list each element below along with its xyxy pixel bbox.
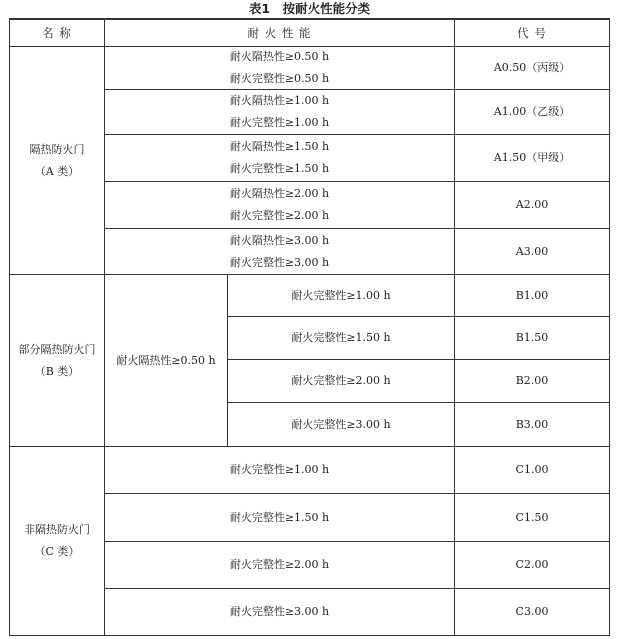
header-name: 名 称 (42, 26, 72, 40)
table-row-perf (105, 229, 454, 274)
table-row-code: A1.50（甲级） (493, 151, 571, 164)
perf-insulation: 耐火隔热性≥0.50 h (229, 50, 330, 63)
group-c-name (10, 447, 104, 635)
group-name-line: 非隔热防火门 (24, 523, 90, 536)
table-row-perf: 耐火完整性≥3.00 h (291, 417, 391, 431)
table-title: 表1 按耐火性能分类 (248, 1, 371, 16)
perf-insulation: 耐火隔热性≥2.00 h (229, 187, 330, 200)
perf-integrity: 耐火完整性≥3.00 h (229, 255, 330, 269)
table-row-code: C1.50 (515, 510, 549, 524)
group-a-name (10, 47, 104, 274)
header-code: 代 号 (517, 26, 547, 40)
table-row-perf: 耐火完整性≥1.50 h (229, 510, 330, 524)
table-row-code: A3.00 (515, 244, 549, 258)
group-b-name (10, 275, 104, 446)
table-row-code: A2.00 (515, 198, 549, 211)
table-row-code: C1.00 (515, 463, 549, 476)
table-row-perf: 耐火完整性≥1.50 h (291, 331, 391, 344)
table-row-code: C2.00 (515, 558, 549, 571)
table-row-code: B2.00 (515, 374, 549, 387)
group-name-line: 部分隔热防火门 (18, 342, 96, 356)
table-row-perf (105, 47, 454, 89)
group-name-class: （C 类） (34, 545, 80, 558)
table-right-rule (609, 18, 610, 636)
table-row-perf (105, 182, 454, 228)
table-row-code: B1.00 (515, 288, 549, 302)
group-name-line: 隔热防火门 (29, 142, 85, 156)
table-row-perf (105, 90, 454, 134)
table-row-code: A1.00（乙级） (493, 105, 571, 118)
perf-integrity: 耐火完整性≥1.50 h (229, 162, 330, 175)
perf-integrity: 耐火完整性≥1.00 h (229, 116, 330, 129)
perf-insulation: 耐火隔热性≥3.00 h (229, 233, 330, 247)
perf-integrity: 耐火完整性≥0.50 h (229, 72, 330, 85)
table-row-code: C3.00 (515, 605, 549, 618)
perf-insulation: 耐火隔热性≥1.00 h (229, 94, 330, 107)
shared-insulation: 耐火隔热性≥0.50 h (116, 353, 216, 367)
table-bottom-rule (9, 635, 610, 636)
header-performance: 耐 火 性 能 (247, 26, 312, 40)
table-row-perf: 耐火完整性≥1.00 h (229, 463, 330, 476)
table-row-perf: 耐火完整性≥1.00 h (291, 288, 391, 302)
perf-integrity: 耐火完整性≥2.00 h (229, 209, 330, 222)
table-row-perf: 耐火完整性≥3.00 h (229, 605, 330, 618)
table-row-perf: 耐火完整性≥2.00 h (229, 558, 330, 571)
table-row-code: B1.50 (515, 331, 549, 344)
table-row-perf: 耐火完整性≥2.00 h (291, 374, 391, 387)
table-row-code: A0.50（丙级） (493, 61, 571, 74)
group-name-class: （B 类） (34, 364, 80, 378)
group-name-class: （A 类） (34, 164, 80, 178)
table-row-perf (105, 135, 454, 181)
table-row-code: B3.00 (515, 417, 549, 431)
perf-insulation: 耐火隔热性≥1.50 h (229, 140, 330, 153)
